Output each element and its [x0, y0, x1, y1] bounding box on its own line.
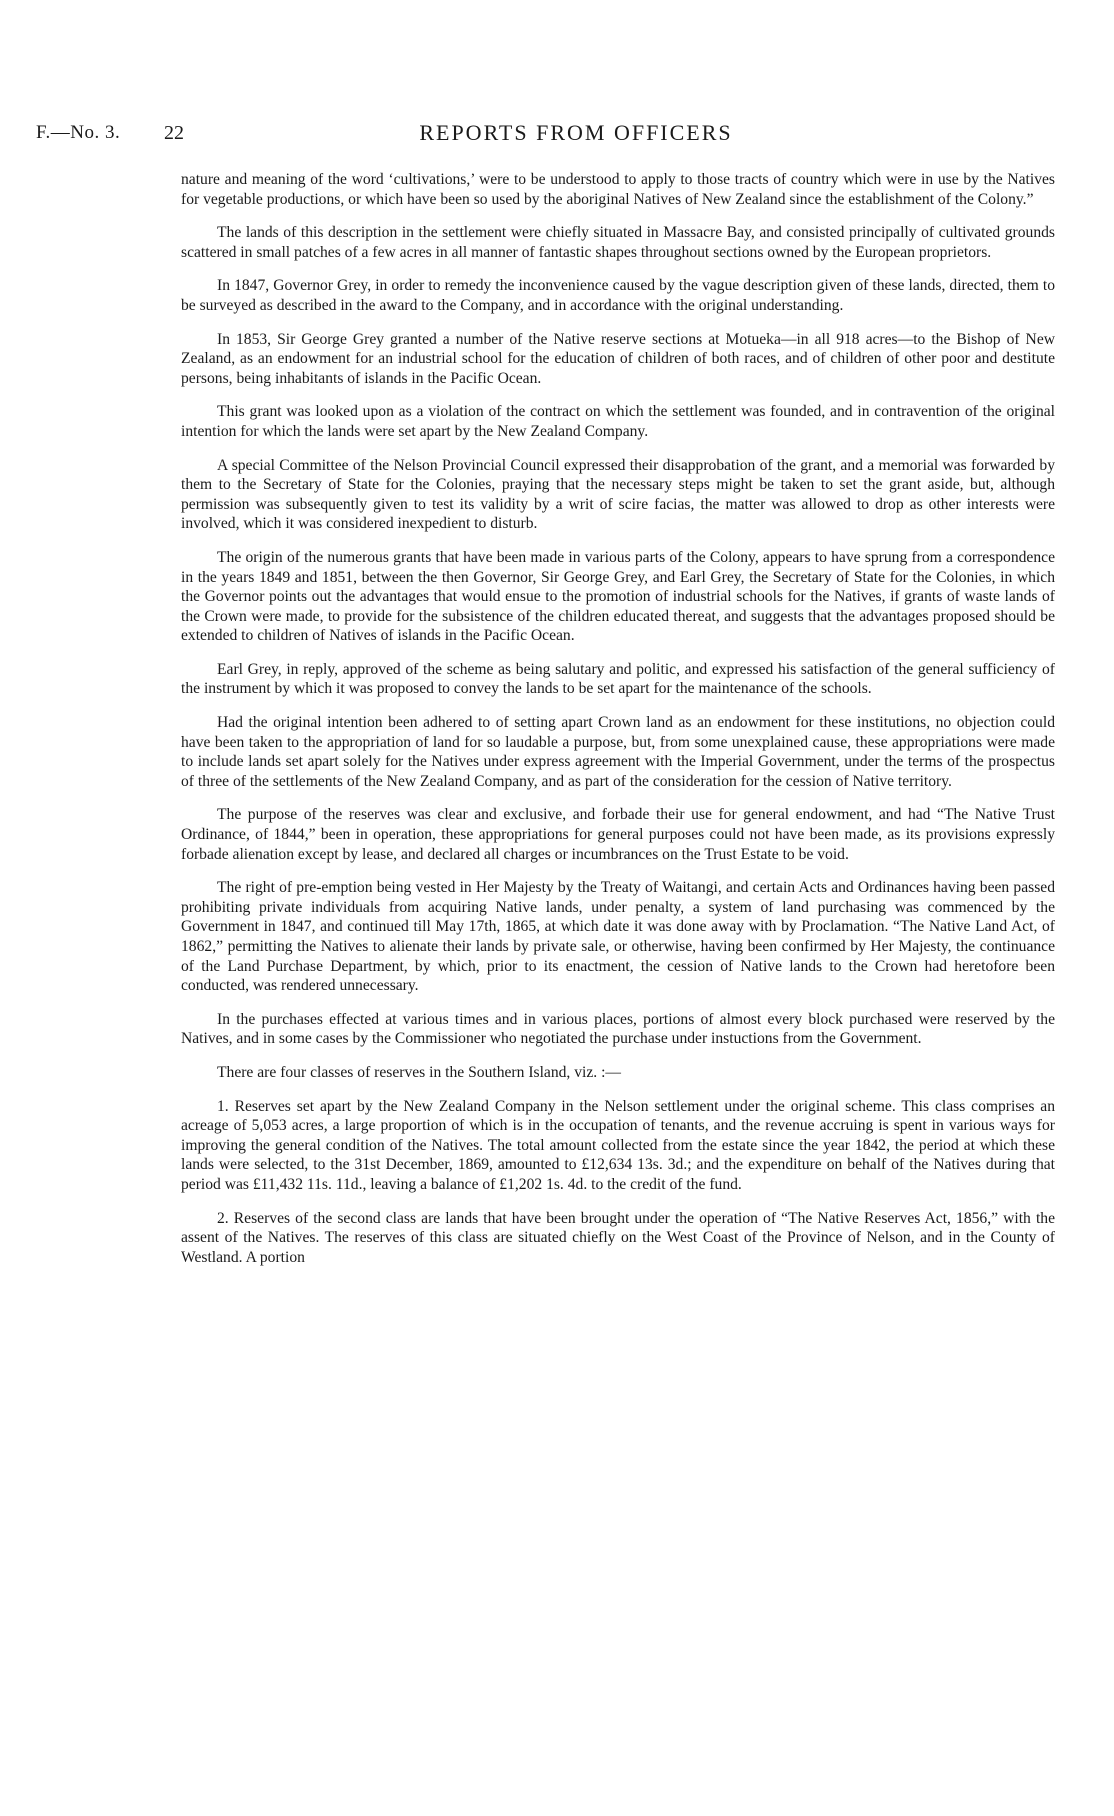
document-reference: F.—No. 3.	[36, 122, 121, 143]
running-title: REPORTS FROM OFFICERS	[419, 120, 733, 145]
paragraph: nature and meaning of the word ‘cultivations,’ were to be understood to apply to those tracts of country which were in use by the Natives for vegetable productions, or which have been so used by the aboriginal Natives of New Zealand since the establishment of the Colony.”	[181, 171, 1055, 208]
paragraph: The lands of this description in the settlement were chiefly situated in Massacre Bay, and consisted principally of cultivated grounds scattered in small patches of a few acres in all manner of fantastic shapes throughout sections owned by the European proprietors.	[181, 224, 1055, 261]
body-text	[181, 170, 1055, 1281]
paragraph: A special Committee of the Nelson Provincial Council expressed their disapprobation of the grant, and a memorial was forwarded by them to the Secretary of State for the Colonies, praying that the necessary steps might be taken to set the grant aside, but, although permission was subsequently given to test its validity by a writ of scire facias, the matter was allowed to drop as other interests were involved, which it was considered inexpedient to disturb.	[181, 456, 1055, 533]
paragraph: 1. Reserves set apart by the New Zealand Company in the Nelson settlement under the original scheme. This class comprises an acreage of 5,053 acres, a large proportion of which is in the occupation of tenants, and the revenue accruing is spent in various ways for improving the general condition of the Natives. The total amount collected from the estate since the year 1842, the period at which these lands were selected, to the 31st December, 1869, amounted to £12,634 13s. 3d.; and the expenditure on behalf of the Natives during that period was £11,432 11s. 11d., leaving a balance of £1,202 1s. 4d. to the credit of the fund.	[181, 1097, 1055, 1193]
paragraph: In 1853, Sir George Grey granted a number of the Native reserve sections at Motueka—in all 918 acres—to the Bishop of New Zealand, as an endowment for an industrial school for the education of children of both races, and of children of other poor and destitute persons, being inhabitants of islands in the Pacific Ocean.	[181, 330, 1055, 387]
paragraph: The right of pre-emption being vested in Her Majesty by the Treaty of Waitangi, and certain Acts and Ordinances having been passed prohibiting private individuals from acquiring Native lands, under penalty, a system of land purchasing was commenced by the Government in 1847, and continued till May 17th, 1865, at which date it was done away with by Proclamation. “The Native Land Act, of 1862,” permitting the Natives to alienate their lands by private sale, or otherwise, having been confirmed by Her Majesty, the continuance of the Land Purchase Department, by which, prior to its enactment, the cession of Native lands to the Crown had heretofore been conducted, was rendered unnecessary.	[181, 879, 1055, 995]
paragraph: Earl Grey, in reply, approved of the scheme as being salutary and politic, and expressed his satisfaction of the general sufficiency of the instrument by which it was proposed to convey the lands to be set apart for the maintenance of the schools.	[181, 660, 1055, 698]
paragraph: In 1847, Governor Grey, in order to remedy the inconvenience caused by the vague description given of these lands, directed, them to be surveyed as described in the award to the Company, and in accordance with the original understanding.	[181, 277, 1055, 314]
paragraph: In the purchases effected at various times and in various places, portions of almost every block purchased were reserved by the Natives, and in some cases by the Commissioner who negotiated the purchase under instuctions from the Government.	[181, 1010, 1055, 1048]
page-number: 22	[164, 122, 184, 144]
paragraph: 2. Reserves of the second class are lands that have been brought under the operation of “The Native Reserves Act, 1856,” with the assent of the Natives. The reserves of this class are situated chiefly on the West Coast of the Province of Nelson, and in the County of Westland. A portion	[181, 1209, 1055, 1266]
paragraph: This grant was looked upon as a violation of the contract on which the settlement was founded, and in contravention of the original intention for which the lands were set apart by the New Zealand Company.	[181, 403, 1055, 440]
page-header	[36, 120, 1056, 150]
paragraph: Had the original intention been adhered to of setting apart Crown land as an endowment for these institutions, no objection could have been taken to the appropriation of land for so laudable a purpose, but, from some unexplained cause, these appropriations were made to include lands set apart solely for the Natives under express agreement with the Imperial Government, under the terms of the prospectus of three of the settlements of the New Zealand Company, and as part of the consideration for the cession of Native territory.	[181, 714, 1055, 790]
paragraph: The purpose of the reserves was clear and exclusive, and forbade their use for general endowment, and had “The Native Trust Ordinance, of 1844,” been in operation, these appropriations for general purposes could not have been made, as its provisions expressly forbade alienation except by lease, and declared all charges or incumbrances on the Trust Estate to be void.	[181, 806, 1055, 863]
paragraph: The origin of the numerous grants that have been made in various parts of the Colony, appears to have sprung from a correspondence in the years 1849 and 1851, between the then Governor, Sir George Grey, and Earl Grey, the Secretary of State for the Colonies, in which the Governor points out the advantages that would ensue to the promotion of industrial schools for the Natives, if grants of waste lands of the Crown were made, to provide for the subsistence of the children educated thereat, and suggests that the advantages proposed should be extended to children of Natives of islands in the Pacific Ocean.	[181, 548, 1055, 645]
paragraph: There are four classes of reserves in the Southern Island, viz. :—	[217, 1063, 621, 1081]
